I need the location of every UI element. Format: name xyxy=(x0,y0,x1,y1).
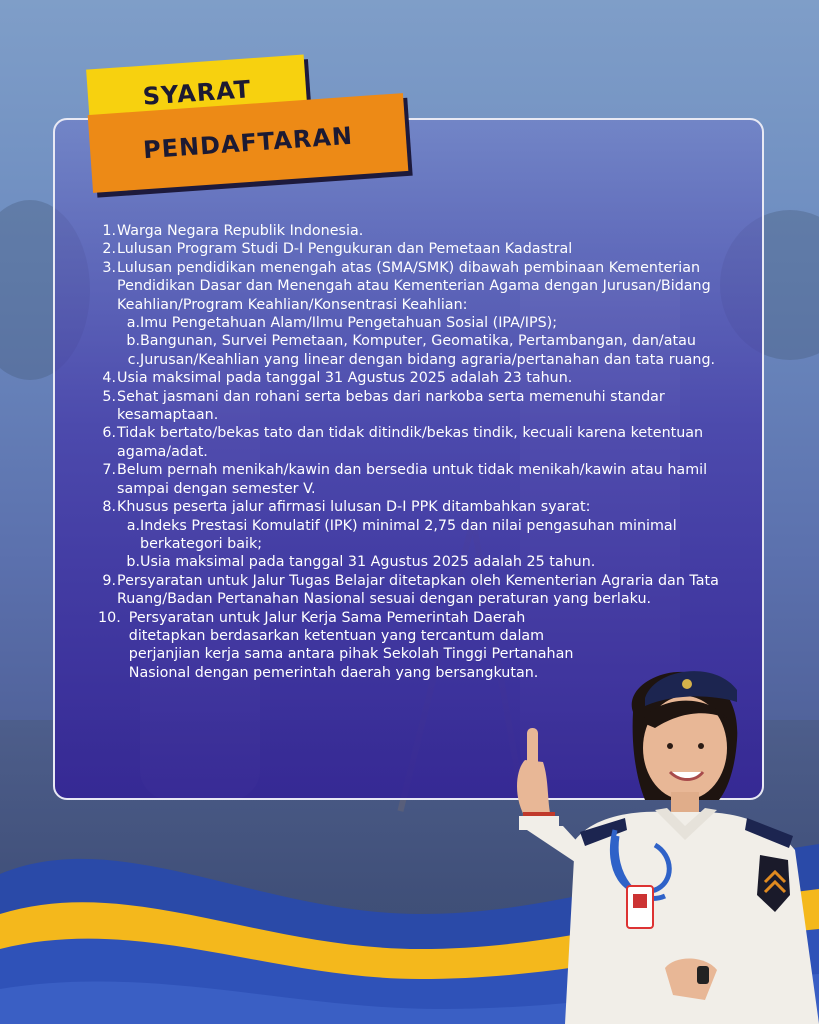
requirements-list xyxy=(98,222,738,682)
list-number: 1. xyxy=(102,223,116,239)
sub-list-item xyxy=(98,553,738,571)
list-text: Lulusan pendidikan menengah atas (SMA/SMK) dibawah pembinaan Kementerian Pendidikan Dasar dan Menengah atau Kementerian Agama dengan Jurusan/Bidang Keahlian/Program Keahlian/Konsentrasi Keahlian: xyxy=(117,259,711,313)
list-text: Persyaratan untuk Jalur Kerja Sama Pemerintah Daerah ditetapkan berdasarkan ketentuan yang tercantum dalam perjanjian kerja sama antara pihak Sekolah Tinggi Pertanahan Nasional dengan pemerintah daerah yang bersangkutan. xyxy=(128,609,574,681)
sub-list-text: Indeks Prestasi Komulatif (IPK) minimal 2,75 dan nilai pengasuhan minimal berkategori baik; xyxy=(140,517,677,552)
title-line-2: PENDAFTARAN xyxy=(142,121,354,165)
list-number: 2. xyxy=(102,241,116,258)
list-number: 4. xyxy=(102,370,116,387)
list-text: Persyaratan untuk Jalur Tugas Belajar ditetapkan oleh Kementerian Agraria dan Tata Ruang/Badan Pertanahan Nasional sesuai dengan peraturan yang berlaku. xyxy=(117,572,719,608)
list-item xyxy=(98,222,738,240)
list-number: 6. xyxy=(102,425,116,442)
list-item xyxy=(98,240,738,258)
list-item xyxy=(98,461,738,498)
sub-list-letter: a. xyxy=(126,517,140,534)
sub-list-item xyxy=(98,332,738,350)
list-number: 8. xyxy=(102,499,116,516)
list-item xyxy=(98,259,738,314)
sub-list-text: Imu Pengetahuan Alam/Ilmu Pengetahuan Sosial (IPA/IPS); xyxy=(140,315,558,332)
list-text: Khusus peserta jalur afirmasi lulusan D-I PPK ditambahkan syarat: xyxy=(117,499,591,516)
list-text: Belum pernah menikah/kawin dan bersedia untuk tidak menikah/kawin atau hamil sampai dengan semester V. xyxy=(117,462,708,497)
list-item xyxy=(98,498,738,516)
list-number: 7. xyxy=(102,462,116,479)
list-number: 10. xyxy=(98,609,121,626)
list-text: Usia maksimal pada tanggal 31 Agustus 2025 adalah 23 tahun. xyxy=(117,370,573,387)
list-item xyxy=(98,388,738,425)
sub-list-letter: c. xyxy=(127,351,140,368)
sub-list-text: Bangunan, Survei Pemetaan, Komputer, Geomatika, Pertambangan, dan/atau xyxy=(140,333,696,350)
sub-list-item xyxy=(98,517,738,554)
list-number: 3. xyxy=(102,259,116,276)
list-number: 5. xyxy=(102,388,116,405)
list-item xyxy=(98,369,738,387)
sub-list-item xyxy=(98,351,738,369)
list-text: Sehat jasmani dan rohani serta bebas dari narkoba serta memenuhi standar kesamaptaan. xyxy=(117,388,665,424)
list-item xyxy=(98,424,738,461)
sub-list-item xyxy=(98,314,738,332)
list-text: Tidak bertato/bekas tato dan tidak ditindik/bekas tindik, kecuali karena ketentuan agama/adat. xyxy=(117,425,704,460)
sub-list-letter: b. xyxy=(126,554,140,571)
sub-list-text: Usia maksimal pada tanggal 31 Agustus 2025 adalah 25 tahun. xyxy=(140,554,596,571)
list-item xyxy=(98,572,738,609)
sub-list-letter: a. xyxy=(126,315,140,332)
list-text: Lulusan Program Studi D-I Pengukuran dan Pemetaan Kadastral xyxy=(117,241,573,258)
sub-list-text: Jurusan/Keahlian yang linear dengan bidang agraria/pertanahan dan tata ruang. xyxy=(140,351,716,368)
student-illustration xyxy=(505,650,819,1024)
title-line-1: SYARAT xyxy=(141,75,253,111)
list-text: Warga Negara Republik Indonesia. xyxy=(117,223,364,239)
list-number: 9. xyxy=(102,572,116,589)
sub-list-letter: b. xyxy=(126,333,140,350)
